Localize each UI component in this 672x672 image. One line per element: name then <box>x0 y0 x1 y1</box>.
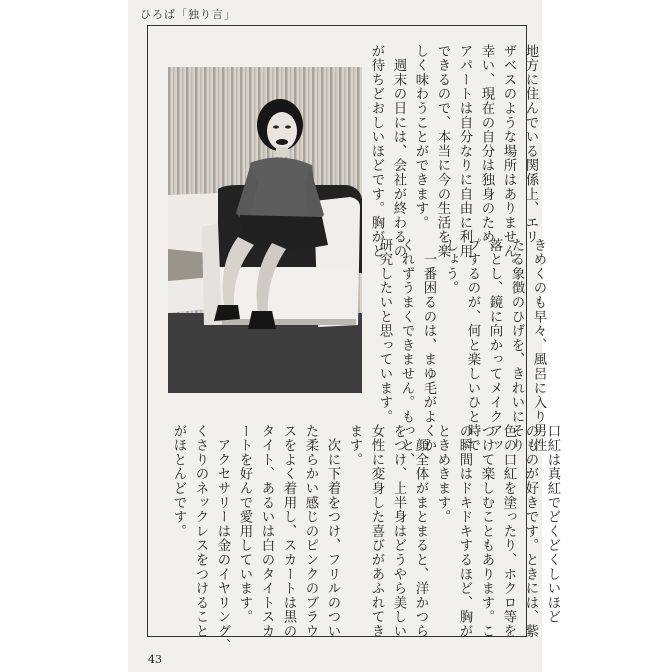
section-header: ひろば「独り言」 <box>140 8 236 21</box>
article-text-lower: 口紅は真紅でどくどくしいほど のものが好きです。ときには、紫 色の口紅を塗ったり、ホクロ等を つけて楽しむこともあります。こ の瞬間はドキドキするほど、胸が ときめきます。 顔全体がまとまると、洋かつら をつけ、上半身はどうやら美しい 女性に変身した喜びがあふれてき ます。 次に下着をつけ、フリルのつい た柔らかい感じのピンクのブラウ スをよく着用し、スカートは黒の タイト、あるいは白のタイトスカ ートを好んで愛用しています。 アクセサリーは金のイヤリング、 くさりのネックレスをつけること がほとんどです。 <box>171 424 560 653</box>
article-text-upper: 地方に住んでいる関係上、エリ ザベスのような場所はありません。 幸い、現在の自分は独身のため、 アパートは自分なりに自由に利用 できるので、本当に今の生活を楽 しく味わうことができます。 週末の日には、会社が終わるの が待ちどおしいほどです。胸がと <box>369 44 538 273</box>
article-text-middle: きめくのも早々、風呂に入り男性 たる象徴のひげを、きれいにそり 落とし、鏡に向かってメイクアッ プするのが、何と楽しいひと時で しょう。 一番困るのは、まゆ毛がよくか くれずうまくできません。もっと、 研究したいと思っています。 <box>377 238 546 467</box>
portrait-photo <box>168 67 362 393</box>
page-number: 43 <box>148 653 162 666</box>
